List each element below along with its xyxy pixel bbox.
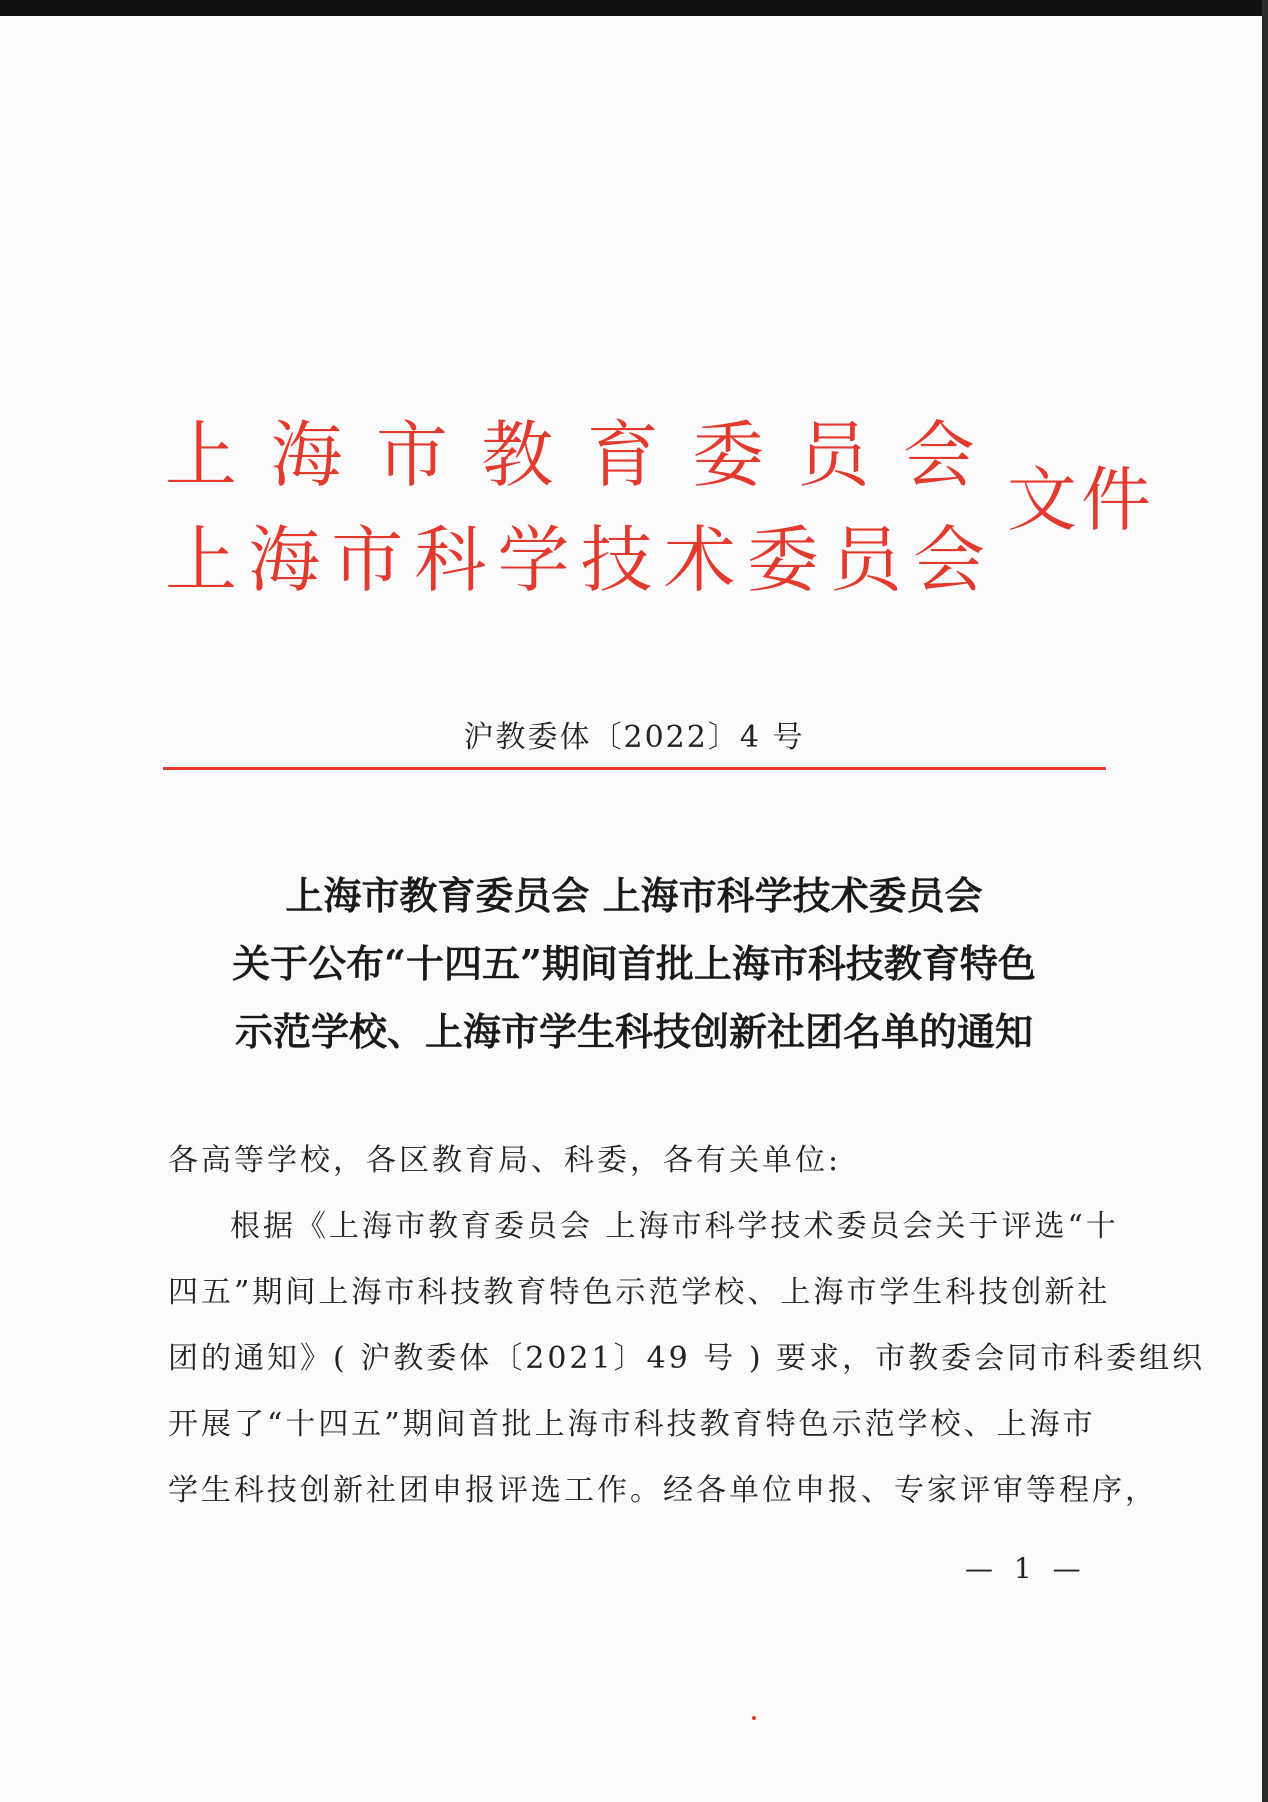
header-document-suffix: 文件 (1007, 459, 1155, 541)
red-divider-line (163, 767, 1106, 770)
body-line: 团的通知》( 沪教委体〔2021〕49 号 ) 要求，市教委会同市科委组织 (168, 1341, 1206, 1376)
title-line-1: 上海市教育委员会 上海市科学技术委员会 (285, 873, 983, 918)
title-line-2: 关于公布“十四五”期间首批上海市科技教育特色 (232, 941, 1036, 986)
scan-top-edge (0, 0, 1268, 16)
header-org-education: 上 海 市 教 育 委 员 会 (165, 413, 975, 497)
title-line-3: 示范学校、上海市学生科技创新社团名单的通知 (234, 1009, 1033, 1054)
document-number: 沪教委体〔2022〕4 号 (463, 720, 805, 755)
salutation: 各高等学校，各区教育局、科委，各有关单位: (168, 1143, 842, 1178)
scan-speck (752, 1716, 756, 1720)
body-line: 学生科技创新社团申报评选工作。经各单位申报、专家评审等程序， (168, 1473, 1158, 1508)
body-line: 四五”期间上海市科技教育特色示范学校、上海市学生科技创新社 (168, 1275, 1111, 1310)
body-line: 根据《上海市教育委员会 上海市科学技术委员会关于评选“十 (230, 1209, 1119, 1244)
header-org-science: 上 海 市 科 学 技 术 委 员 会 (165, 518, 985, 602)
document-body (168, 1128, 1206, 1524)
red-header (165, 413, 1155, 615)
page-number: — 1 — (965, 1552, 1087, 1585)
body-line: 开展了“十四五”期间首批上海市科技教育特色示范学校、上海市 (168, 1407, 1096, 1442)
document-title (0, 862, 1268, 1066)
